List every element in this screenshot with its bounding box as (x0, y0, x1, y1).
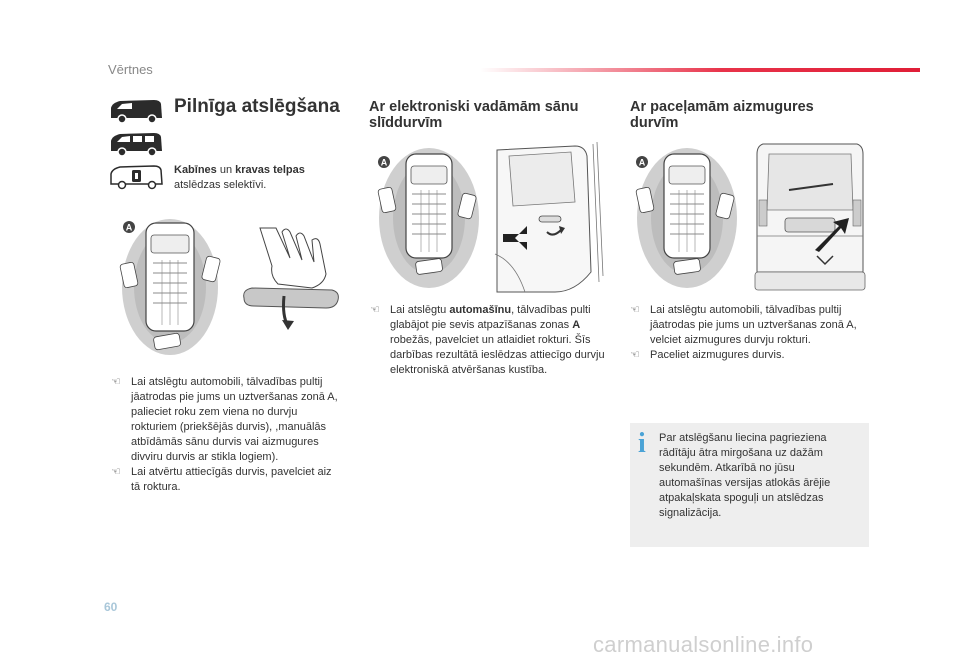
col1-bullet-text: Lai atslēgtu automobili, tālvadības pultij jāatrodas pie jums un uztveršanas zonā A, palieciet roku zem viena no durvju rokturiem (priekšējās durvis), ,manuālās atbīdāmās sānu durvis vai aizmugures divviru durvis ar stikla logiem). (131, 376, 338, 463)
col2-text-pre: Lai atslēgtu (390, 304, 450, 316)
col2-text-bold2: A (572, 319, 581, 331)
col2-text-mid: , tālvadības pulti glabājot pie sevis atpazīšanas zonas (390, 304, 591, 331)
van-icon-full (108, 98, 164, 124)
tailgate-illustration (755, 140, 865, 295)
watermark: carmanualsonline.info (593, 632, 814, 657)
col1-title: Pilnīga atslēgšana (174, 96, 340, 117)
col3-bullet-text: Lai atslēgtu automobili, tālvadības pultij jāatrodas pie jums un uztveršanas zonā A, velciet aizmugures durvju rokturi. (650, 304, 857, 346)
zone-label-a: A (125, 222, 133, 233)
bullet-marker: ☜ (370, 304, 380, 316)
zone-label-a: A (638, 157, 646, 168)
col1-bullet-2 (111, 465, 343, 495)
col3-bullets (630, 303, 870, 363)
bullet-marker: ☜ (630, 304, 640, 316)
col1-bullets (111, 375, 343, 495)
conj: un (216, 164, 236, 176)
info-icon: i (638, 428, 646, 459)
col3-bullet-1 (630, 303, 870, 348)
cabin-label: Kabīnes (174, 164, 217, 176)
col3-bullet-text: Paceliet aizmugures durvis. (650, 349, 785, 361)
col2-bullet (370, 303, 606, 378)
selective-line: atslēdzas selektīvi. (174, 179, 267, 191)
header-rule (480, 68, 920, 72)
col2-text-post: robežās, pavelciet un atlaidiet rokturi. Šīs darbības rezultātā ieslēdzas attiecīgo durvju elektroniskā atvēršanas kustība. (390, 334, 605, 376)
col1-bullet-text: Lai atvērtu attiecīgās durvis, pavelciet aiz tā roktura. (131, 466, 332, 493)
col3-bullet-2 (630, 348, 870, 363)
zone-diagram-front (118, 215, 228, 360)
bullet-marker: ☜ (111, 466, 121, 478)
section-title: Vērtnes (108, 62, 153, 77)
col2-text-bold: automašīnu (449, 304, 512, 316)
bullet-marker: ☜ (111, 376, 121, 388)
page-number: 60 (104, 600, 118, 614)
cargo-label: kravas telpas (235, 164, 305, 176)
col2-bullet-1 (370, 303, 606, 378)
col1-bullet-1 (111, 375, 343, 465)
selective-unlock-text (174, 163, 344, 193)
info-box (630, 423, 869, 547)
col3-title: Ar paceļamām aizmugures durvīm (630, 99, 814, 131)
van-icon-windows (108, 131, 164, 157)
bullet-marker: ☜ (630, 349, 640, 361)
col2-title: Ar elektroniski vadāmām sānu slīddurvīm (369, 99, 579, 131)
sliding-door-illustration (495, 142, 605, 297)
hand-handle-illustration (240, 226, 345, 336)
zone-diagram-tailgate (632, 148, 742, 293)
info-text: Par atslēgšanu liecina pagrieziena rādītāju ātra mirgošana uz dažām sekundēm. Atkarībā no jūsu automašīnas versijas atlokās ārējie atpakaļskata spoguļi un atslēdzas signalizācija. (659, 432, 831, 519)
van-outline-key-icon (108, 164, 164, 190)
zone-label-a: A (380, 157, 388, 168)
zone-diagram-sliding (374, 148, 484, 293)
